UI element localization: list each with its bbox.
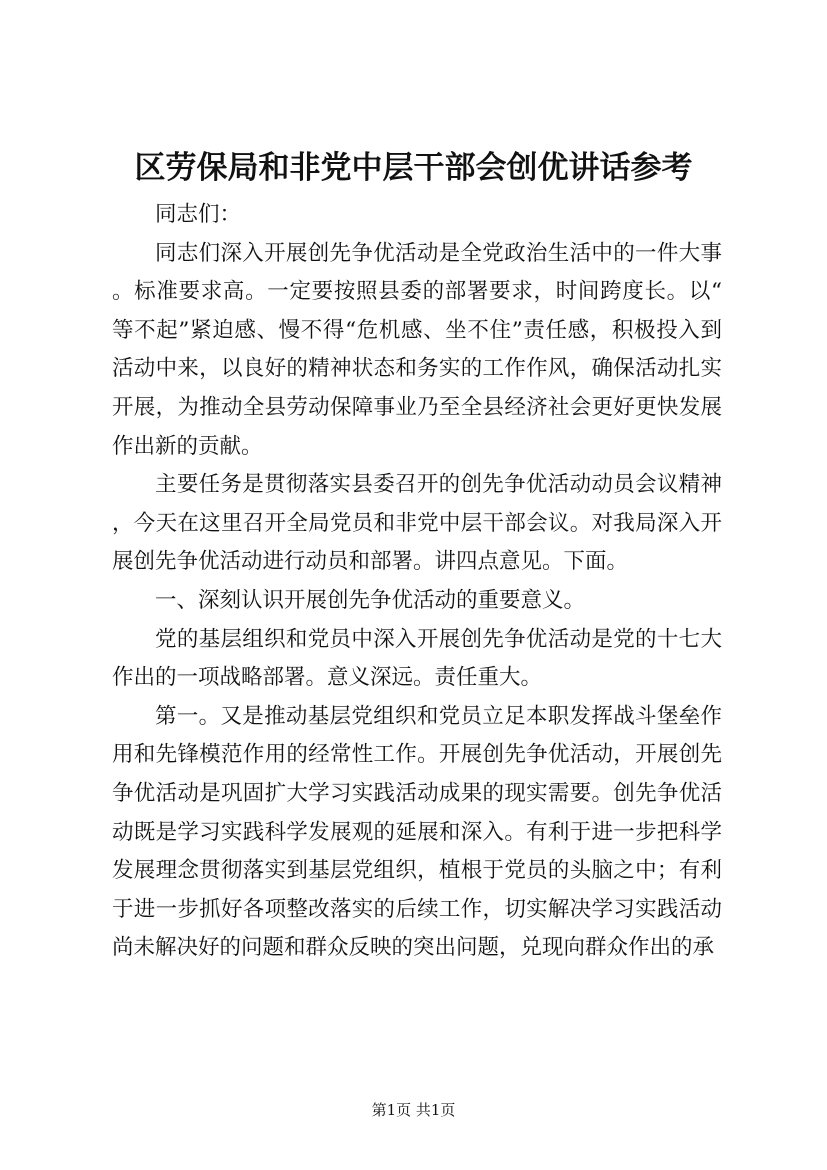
- paragraph-salutation: 同志们：: [155, 202, 242, 227]
- paragraph-significance: 党的基层组织和党员中深入开展创先争优活动是党的十七大作出的一项战略部署。意义深远。责任重大。: [112, 626, 722, 691]
- paragraph-first-point: 第一。又是推动基层党组织和党员立足本职发挥战斗堡垒作用和先锋模范作用的经常性工作。开展创先争优活动，开展创先争优活动是巩固扩大学习实践活动成果的现实需要。创先争优活动既是学习实践科学发展观的延展和深入。有利于进一步把科学发展理念贯彻落实到基层党组织，植根于党员的头脑之中；有利于进一步抓好各项整改落实的后续工作，切实解决学习实践活动尚未解决好的问题和群众反映的突出问题，兑现向群众作出的承: [112, 703, 722, 961]
- page-footer: 第1页 共1页: [371, 1101, 456, 1119]
- section-heading-1: 一、深刻认识开展创先争优活动的重要意义。: [155, 587, 586, 613]
- document-body: [112, 196, 722, 968]
- document-title: 区劳保局和非党中层干部会创优讲话参考: [134, 150, 693, 186]
- paragraph-main-task: 主要任务是贯彻落实县委召开的创先争优活动动员会议精神，今天在这里召开全局党员和非党中层干部会议。对我局深入开展创先争优活动进行动员和部署。讲四点意见。下面。: [112, 472, 722, 575]
- paragraph-intro: 同志们深入开展创先争优活动是全党政治生活中的一件大事。标准要求高。一定要按照县委的部署要求，时间跨度长。以“等不起”紧迫感、慢不得“危机感、坐不住”责任感，积极投入到活动中来，以良好的精神状态和务实的工作作风，确保活动扎实开展，为推动全县劳动保障事业乃至全县经济社会更好更快发展作出新的贡献。: [112, 240, 722, 459]
